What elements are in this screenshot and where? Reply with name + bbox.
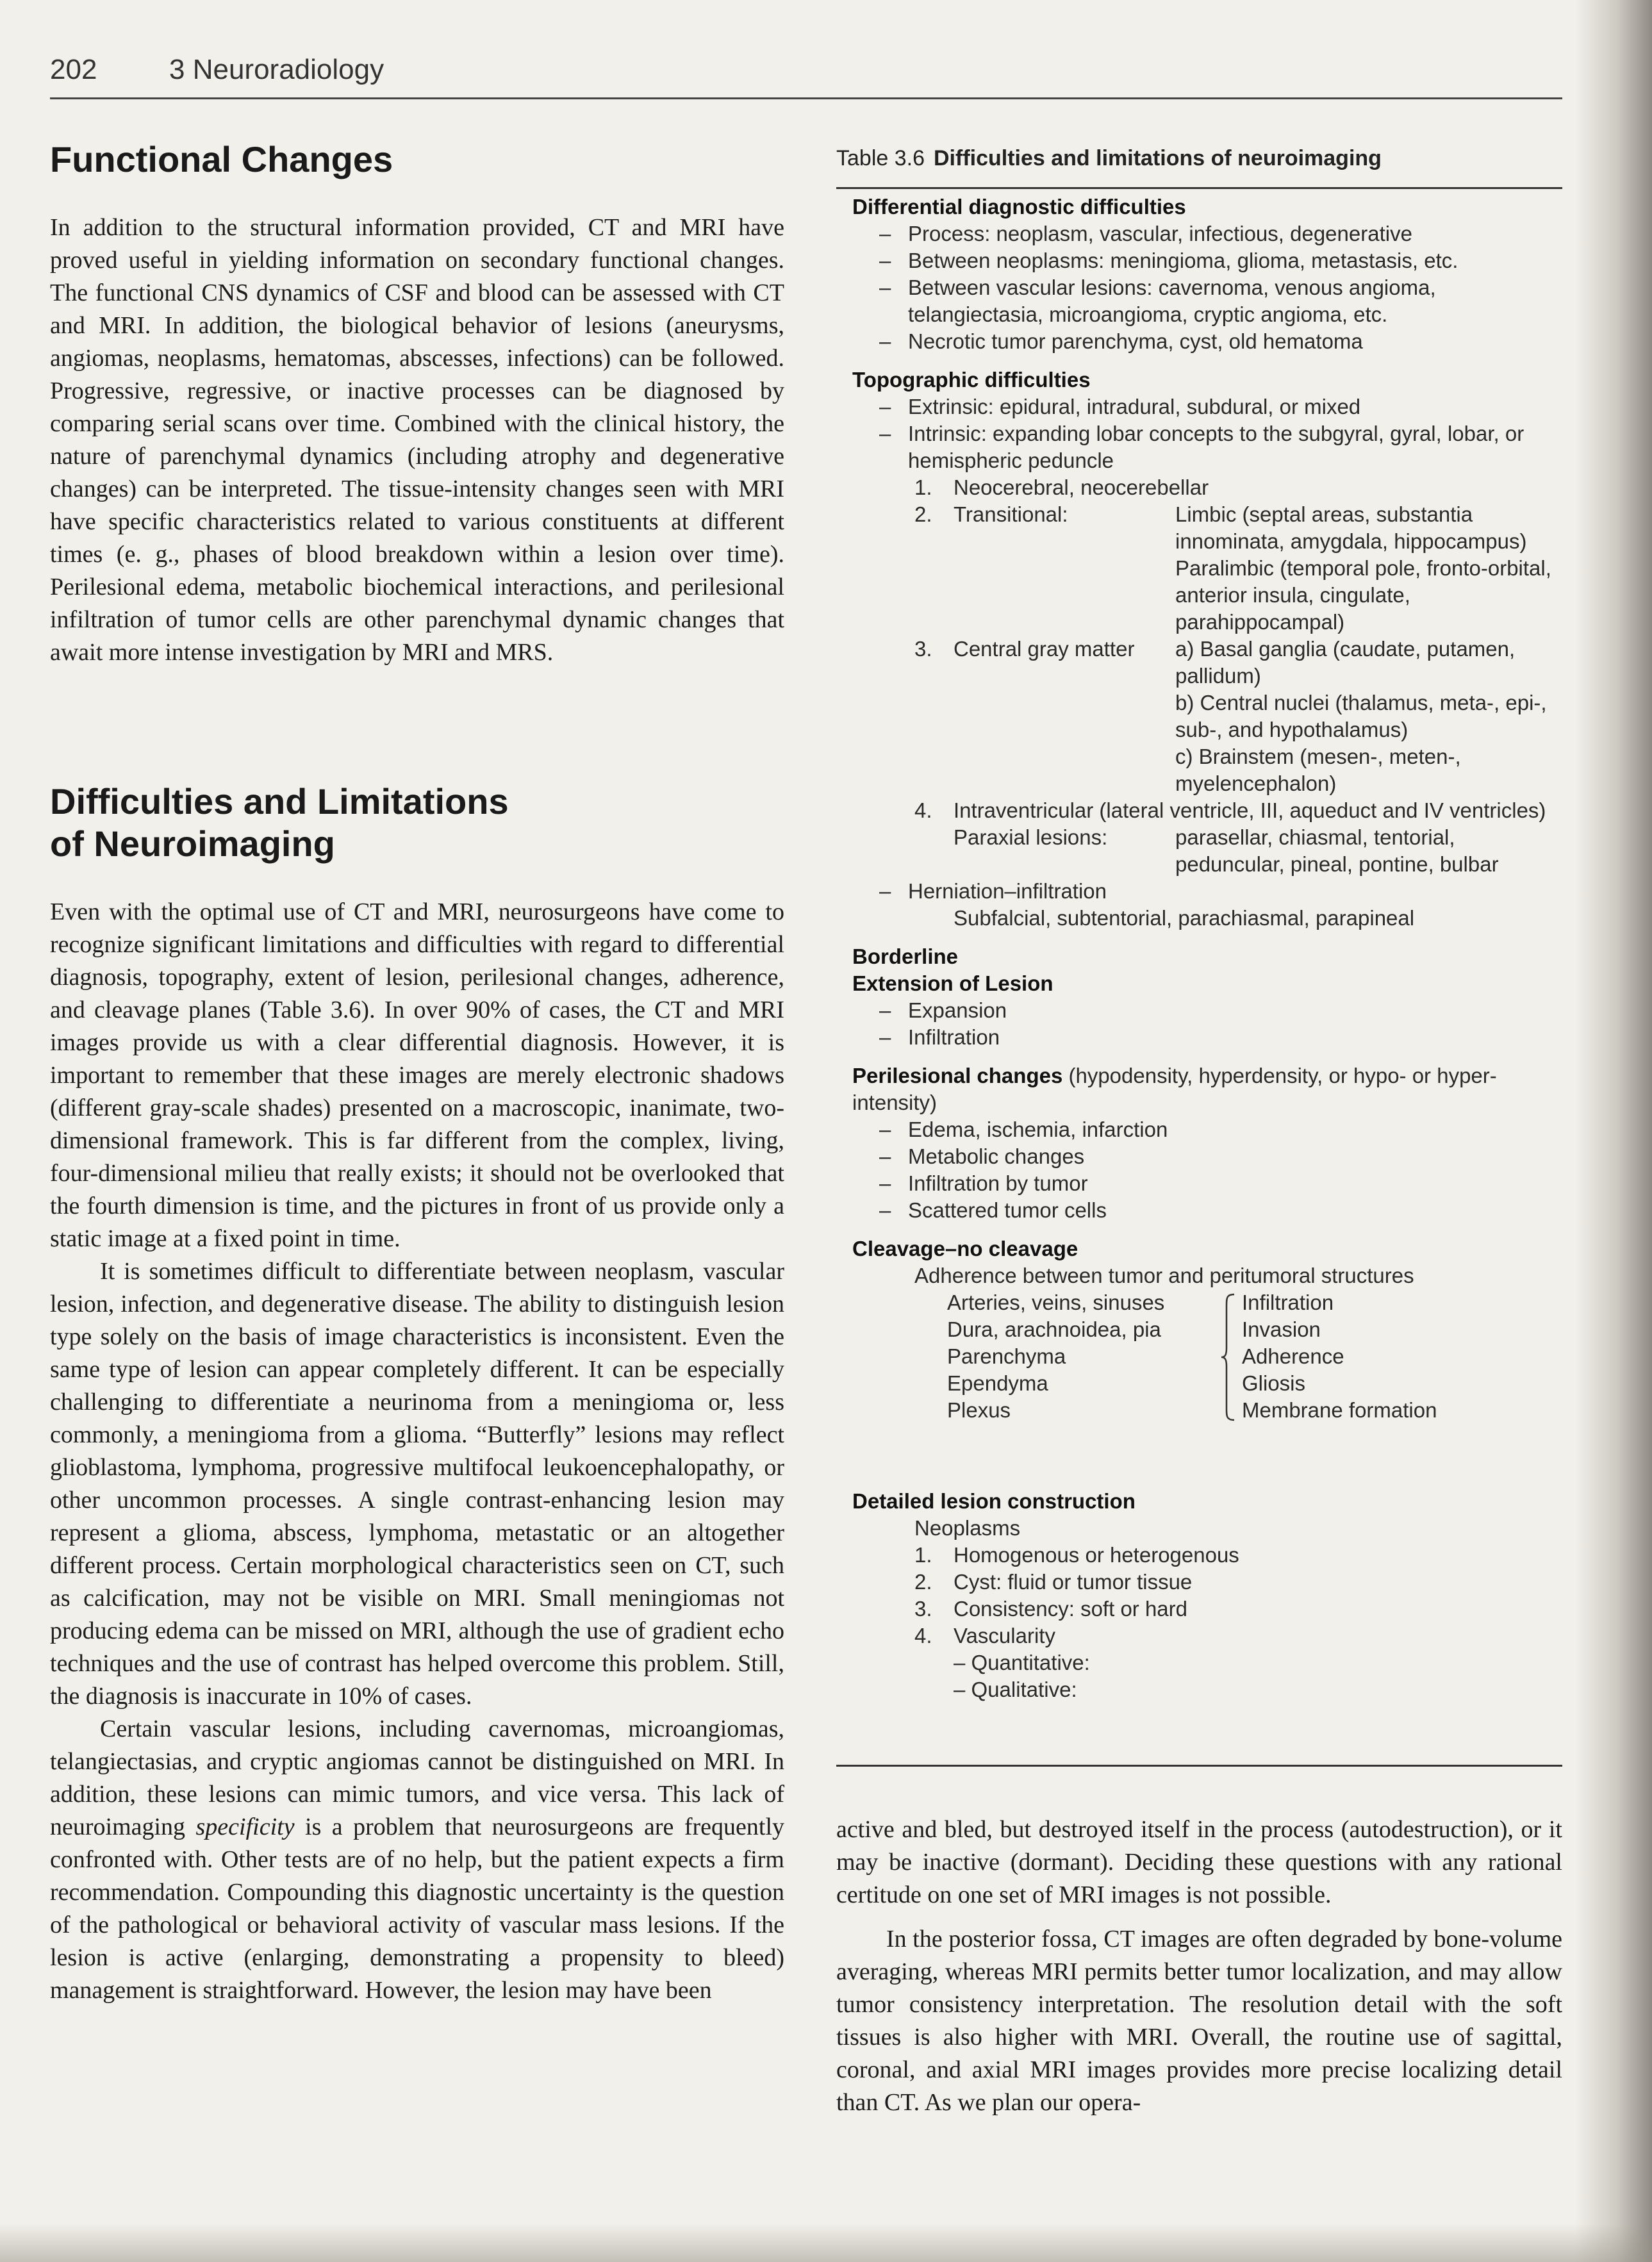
detailed-sub: Neoplasms	[914, 1516, 1021, 1540]
paragraph: It is sometimes difficult to differentiate between neoplasm, vascular lesion, infection, and degenerative disease. The ability to distinguish lesion type solely on the basis of image characteristics is inconsistent. Even the same type of lesion can appear completely different. It can be especially challenging to differentiate a neurinoma from a meningioma or, less commonly, a meningioma from a glioma. “Butterfly” lesions may reflect glioblastoma, lymphoma, progressive multifocal leukoencephalopathy, or other uncommon processes. A single contrast-enhancing lesion may represent a glioma, abscess, lymphoma, metastatic or an altogether different process. Certain morphological characteristics seen on CT, such as calcification, may not be visible on MRI. Small meningiomas not producing edema can be missed on MRI, although the use of gradient echo techniques and the use of contrast has helped overcome this problem. Still, the diagnosis is inaccurate in 10% of cases.	[50, 1258, 784, 1710]
numbered-item	[852, 1622, 1557, 1649]
page-bottom-shadow	[0, 2224, 1652, 2262]
item-text: Consistency: soft or hard	[954, 1597, 1187, 1621]
item-text: Paralimbic (temporal pole, fronto-orbital, anterior insula, cingulate, parahippocampal)	[1175, 556, 1551, 634]
page-number: 202	[50, 54, 97, 85]
item-text: Herniation–infiltration	[908, 879, 1107, 903]
numbered-item	[852, 1596, 1557, 1622]
list-item	[852, 1143, 1557, 1170]
section-extension: Extension of Lesion	[852, 971, 1053, 995]
number: 1.	[914, 475, 932, 499]
item-text: Metabolic changes	[908, 1144, 1085, 1168]
emphasis: specificity	[195, 1813, 295, 1840]
dash: –	[879, 395, 891, 418]
running-head	[50, 54, 1562, 86]
number: 1.	[914, 1543, 932, 1567]
dash: –	[879, 249, 891, 272]
number: 3.	[914, 1597, 932, 1621]
section-topographic: Topographic difficulties	[852, 368, 1091, 392]
structure-item: Arteries, veins, sinuses	[947, 1291, 1165, 1314]
item-text: Between neoplasms: meningioma, glioma, metastasis, etc.	[908, 249, 1458, 272]
item-text: Infiltration	[908, 1025, 1000, 1049]
page-curl-shadow	[1575, 0, 1652, 2262]
numbered-item	[852, 474, 1557, 501]
structure-item: Ependyma	[947, 1371, 1048, 1395]
item-text: c) Brainstem (mesen-, meten-, myelencephalon)	[1175, 745, 1461, 795]
list-item	[852, 1116, 1557, 1143]
section-note: (hypodensity, hyperdensity, or hypo- or hyper-intensity)	[852, 1064, 1497, 1114]
item-text: Necrotic tumor parenchyma, cyst, old hematoma	[908, 329, 1363, 353]
list-item	[852, 1197, 1557, 1224]
item-text: a) Basal ganglia (caudate, putamen, pallidum)	[1175, 637, 1516, 688]
paragraph: Even with the optimal use of CT and MRI, neurosurgeons have come to recognize significant limitations and difficulties with regard to differential diagnosis, topography, extent of lesion, perilesional changes, adherence, and cleavage planes (Table 3.6). In over 90% of cases, the CT and MRI images provide us with a clear differential diagnosis. However, it is important to remember that these images are merely electronic shadows (different gray-scale shades) presented on a macroscopic, inanimate, two-dimensional framework. This is far different from the complex, living, four-dimensional milieu that really exists; it should not be overlooked that the fourth dimension is time, and the pictures in front of us provide only a static image at a fixed point in time.	[50, 898, 784, 1252]
header-rule	[50, 97, 1562, 99]
item-text: Cyst: fluid or tumor tissue	[954, 1570, 1193, 1594]
heading-line: of Neuroimaging	[50, 823, 335, 864]
relation-item: Gliosis	[1242, 1371, 1306, 1395]
paraxial-row	[852, 824, 1557, 878]
list-item	[852, 878, 1557, 905]
table-bottom-rule	[836, 1765, 1562, 1767]
dash: –	[879, 998, 891, 1022]
table-title: Difficulties and limitations of neuroimaging	[934, 146, 1382, 170]
item-text: parasellar, chiasmal, tentorial, peduncular, pineal, pontine, bulbar	[1175, 825, 1499, 876]
item-text: Intrinsic: expanding lobar concepts to the subgyral, gyral, lobar, or hemispheric peduncle	[908, 422, 1524, 472]
numbered-item	[852, 1542, 1557, 1569]
list-item	[852, 393, 1557, 420]
section-heading: Perilesional changes	[852, 1064, 1063, 1087]
structure-item: Plexus	[947, 1398, 1011, 1422]
item-values	[1175, 501, 1557, 636]
item-text: Limbic (septal areas, substantia innominata, amygdala, hippocampus)	[1175, 502, 1527, 553]
dash: –	[879, 329, 891, 353]
relation-item: Membrane formation	[1242, 1398, 1437, 1422]
section-detailed: Detailed lesion construction	[852, 1489, 1136, 1513]
section-borderline: Borderline	[852, 945, 959, 968]
cleavage-intro: Adherence between tumor and peritumoral structures	[914, 1264, 1414, 1287]
list-item	[852, 420, 1557, 474]
number: 4.	[914, 1624, 932, 1647]
structure-item: Parenchyma	[947, 1344, 1066, 1368]
heading-functional-changes: Functional Changes	[50, 139, 393, 179]
item-text: Between vascular lesions: cavernoma, venous angioma, telangiectasia, microangioma, cryptic angioma, etc.	[908, 276, 1436, 326]
list-item	[852, 1024, 1557, 1051]
numbered-item	[852, 636, 1557, 797]
heading-line: Difficulties and Limitations	[50, 781, 509, 821]
relation-list	[1242, 1289, 1557, 1424]
item-values	[1175, 636, 1557, 797]
item-label: Transitional:	[954, 502, 1068, 526]
relation-item: Invasion	[1242, 1317, 1321, 1341]
dash: –	[954, 1678, 966, 1701]
structure-item: Dura, arachnoidea, pia	[947, 1317, 1161, 1341]
number: 3.	[914, 637, 932, 661]
dash: –	[879, 1144, 891, 1168]
paragraph: In addition to the structural information provided, CT and MRI have proved useful in yielding information on secondary functional changes. The functional CNS dynamics of CSF and blood can be assessed with CT and MRI. In addition, the biological behavior of lesions (aneurysms, angiomas, neoplasms, hematomas, abscesses, infections) can be followed. Progressive, regressive, or inactive processes can be diagnosed by comparing serial scans over time. Combined with the clinical history, the nature of parenchymal dynamics (including atrophy and degenerative changes) can be interpreted. The tissue-intensity changes seen with MRI have specific characteristics related to various constituents at different times (e. g., phases of blood breakdown within a lesion over time). Perilesional edema, metabolic biochemical interactions, and perilesional infiltration of tumor cells are other parenchymal dynamic changes that await more intense investigation by MRI and MRS.	[50, 214, 784, 666]
item-text: Edema, ischemia, infarction	[908, 1118, 1168, 1141]
item-text: Infiltration by tumor	[908, 1171, 1088, 1195]
item-text: b) Central nuclei (thalamus, meta-, epi-, sub-, and hypothalamus)	[1175, 691, 1547, 741]
table-top-rule	[836, 187, 1562, 189]
vascularity-list	[852, 1649, 1557, 1703]
relation-item: Infiltration	[1242, 1291, 1334, 1314]
dash: –	[879, 879, 891, 903]
number: 2.	[914, 502, 932, 526]
section-cleavage: Cleavage–no cleavage	[852, 1237, 1078, 1260]
list-item	[852, 220, 1557, 247]
item-text: Scattered tumor cells	[908, 1198, 1107, 1222]
section-perilesional	[852, 1062, 1557, 1116]
numbered-item	[852, 1569, 1557, 1596]
sub-item: Subfalcial, subtentorial, parachiasmal, parapineal	[954, 906, 1415, 930]
item-label: Central gray matter	[954, 637, 1135, 661]
number: 4.	[914, 798, 932, 822]
dash: –	[879, 1171, 891, 1195]
difficulties-body	[50, 896, 784, 2007]
item-label: Paraxial lesions:	[954, 825, 1108, 849]
paragraph: active and bled, but destroyed itself in the process (autodestruction), or it may be inactive (dormant). Deciding these questions with any rational certitude on one set of MRI images is not possible.	[836, 1816, 1562, 1908]
heading-difficulties	[50, 780, 509, 865]
list-item	[852, 274, 1557, 328]
item-text: Quantitative:	[971, 1651, 1090, 1674]
dash: –	[879, 1198, 891, 1222]
item-text: Neocerebral, neocerebellar	[954, 475, 1209, 499]
item-text: Process: neoplasm, vascular, infectious, degenerative	[908, 222, 1412, 245]
adherence-block	[852, 1289, 1557, 1424]
item-text: Qualitative:	[971, 1678, 1077, 1701]
sub-item	[954, 1676, 1557, 1703]
item-text: Homogenous or heterogenous	[954, 1543, 1239, 1567]
item-text: Extrinsic: epidural, intradural, subdural, or mixed	[908, 395, 1361, 418]
item-text: Intraventricular (lateral ventricle, III, aqueduct and IV ventricles)	[954, 798, 1546, 822]
list-item	[852, 997, 1557, 1024]
dash: –	[879, 1025, 891, 1049]
table-caption	[836, 146, 1382, 171]
text-run: is a problem that neurosurgeons are frequently confronted with. Other tests are of no help, but the patient expects a firm recommendation. Compounding this diagnostic uncertainty is the question of the pathological or behavioral activity of vascular mass lesions. If the lesion is active (enlarging, demonstrating a propensity to bleed) management is straightforward. However, the lesion may have been	[50, 1813, 784, 2004]
numbered-item	[852, 797, 1557, 824]
item-text: Vascularity	[954, 1624, 1055, 1647]
table-number: Table 3.6	[836, 146, 925, 170]
table-body	[852, 194, 1557, 1703]
curly-brace-icon	[1216, 1289, 1242, 1424]
section-differential: Differential diagnostic difficulties	[852, 195, 1186, 219]
number: 2.	[914, 1570, 932, 1594]
relation-item: Adherence	[1242, 1344, 1344, 1368]
item-text: Expansion	[908, 998, 1007, 1022]
list-item	[852, 1170, 1557, 1197]
dash: –	[879, 276, 891, 299]
list-item	[852, 247, 1557, 274]
dash: –	[879, 1118, 891, 1141]
dash: –	[879, 422, 891, 445]
numbered-item	[852, 501, 1557, 636]
paragraph	[50, 1713, 784, 2007]
text-run: Certain vascular lesions, including cavernomas, microangiomas, telangiectasias, and cryptic angiomas cannot be distinguished on MRI. In addition, these lesions can mimic tumors, and vice versa. This lack of neuroimaging	[50, 1715, 784, 1840]
structure-list	[947, 1289, 1216, 1424]
chapter-title: 3 Neuroradiology	[169, 54, 384, 85]
right-column-body	[836, 1813, 1562, 2119]
functional-changes-body	[50, 211, 784, 669]
paragraph: In the posterior fossa, CT images are often degraded by bone-volume averaging, whereas MRI permits better tumor localization, and may allow tumor consistency interpretation. The resolution detail with the soft tissues is also higher with MRI. Overall, the routine use of sagittal, coronal, and axial MRI images provides more precise localizing detail than CT. As we plan our opera-	[836, 1926, 1562, 2116]
dash: –	[954, 1651, 966, 1674]
list-item	[852, 328, 1557, 355]
dash: –	[879, 222, 891, 245]
sub-item	[954, 1649, 1557, 1676]
